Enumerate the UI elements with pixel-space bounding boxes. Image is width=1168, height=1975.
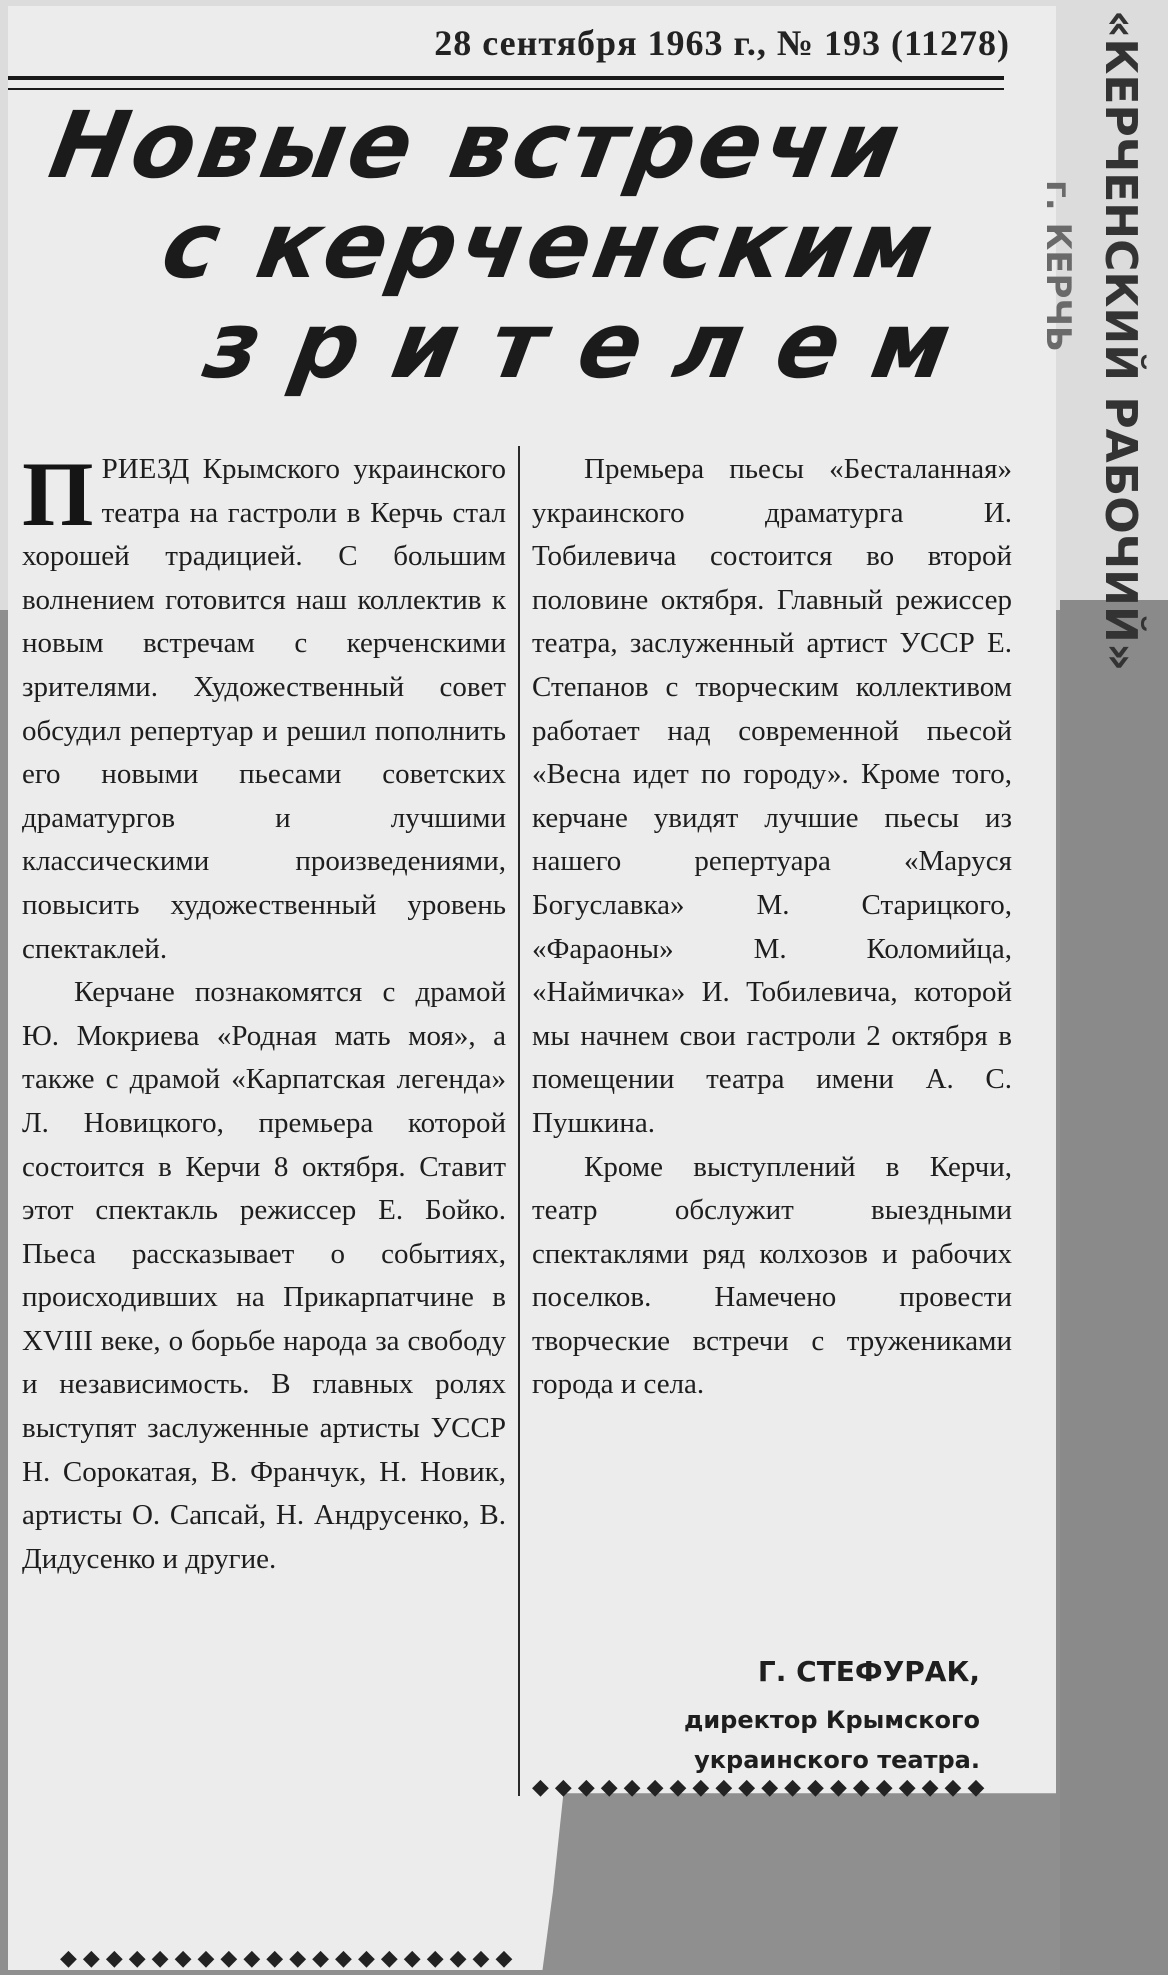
newspaper-stamp — [1008, 10, 1158, 672]
headline-line-3: зрителем — [197, 292, 993, 399]
drop-cap: П — [22, 443, 94, 545]
scan-background-right — [1060, 600, 1168, 1975]
ornament-divider-bottom: ◆◆◆◆◆◆◆◆◆◆◆◆◆◆◆◆◆◆◆◆ — [60, 1945, 519, 1970]
stamp-city: г. КЕРЧЬ — [1038, 180, 1078, 352]
article-headline — [0, 92, 1050, 399]
author-role-line-2: украинского театра. — [694, 1746, 980, 1774]
author-name: Г. СТЕФУРАК, — [757, 1655, 980, 1688]
paragraph-2: Керчане познакомятся с драмой Ю. Мокриева «Родная мать моя», а также с драмой «Карпатская легенда» Л. Новицкого, премьера которой состоится в Керчи 8 октября. Ставит этот спектакль режиссер Е. Бойко. Пьеса рассказывает о событиях, происходивших на Прикарпатчине в XVIII веке, о борьбе народа за свободу и независимость. В главных ролях выступят заслуженные артисты УССР Н. Сорокатая, В. Франчук, Н. Новик, артисты О. Сапсай, Н. Андрусенко, В. Дидусенко и другие. — [22, 976, 506, 1575]
article-column-right — [532, 448, 1012, 1407]
ornament-divider-right: ◆◆◆◆◆◆◆◆◆◆◆◆◆◆◆◆◆◆◆◆ — [532, 1774, 991, 1799]
headline-line-2: с керченским — [154, 192, 945, 299]
paragraph-4: Кроме выступлений в Керчи, театр обслужит выездными спектаклями ряд колхозов и рабочих поселков. Намечено провести творческие встречи с тружениками города и села. — [532, 1150, 1012, 1401]
headline-line-1: Новые встречи — [42, 92, 912, 199]
paragraph-3: Премьера пьесы «Бесталанная» украинского драматурга И. Тобилевича состоится во второй половине октября. Главный режиссер театра, заслуженный артист УССР Е. Степанов с творческим коллективом работает над современной пьесой «Весна идет по городу». Кроме того, керчане увидят лучшие пьесы из нашего репертуара «Маруся Богуславка» М. Старицкого, «Фараоны» М. Коломийца, «Наймичка» И. Тобилевича, которой мы начнем свои гастроли 2 октября в помещении театра имени А. С. Пушкина. — [532, 453, 1012, 1139]
paragraph-1-text: РИЕЗД Крымского украинского театра на гастроли в Керчь стал хорошей традицией. С большим волнением готовится наш коллектив к новым встречам с керченскими зрителями. Художественный совет обсудил репертуар и решил пополнить его новыми пьесами советских драматургов и лучшими классическими произведениями, повысить художественный уровень спектаклей. — [22, 453, 506, 965]
header-rule — [8, 76, 1004, 90]
stamp-paper-name: «КЕРЧЕНСКИЙ РАБОЧИЙ» — [1095, 10, 1146, 672]
author-role-line-1: директор Крымского — [683, 1706, 980, 1734]
column-divider — [518, 446, 520, 1796]
author-role — [600, 1700, 980, 1780]
paragraph-1 — [22, 443, 506, 971]
issue-date-line: 28 сентября 1963 г., № 193 (11278) — [434, 23, 1010, 63]
article-column-left — [22, 443, 506, 1581]
